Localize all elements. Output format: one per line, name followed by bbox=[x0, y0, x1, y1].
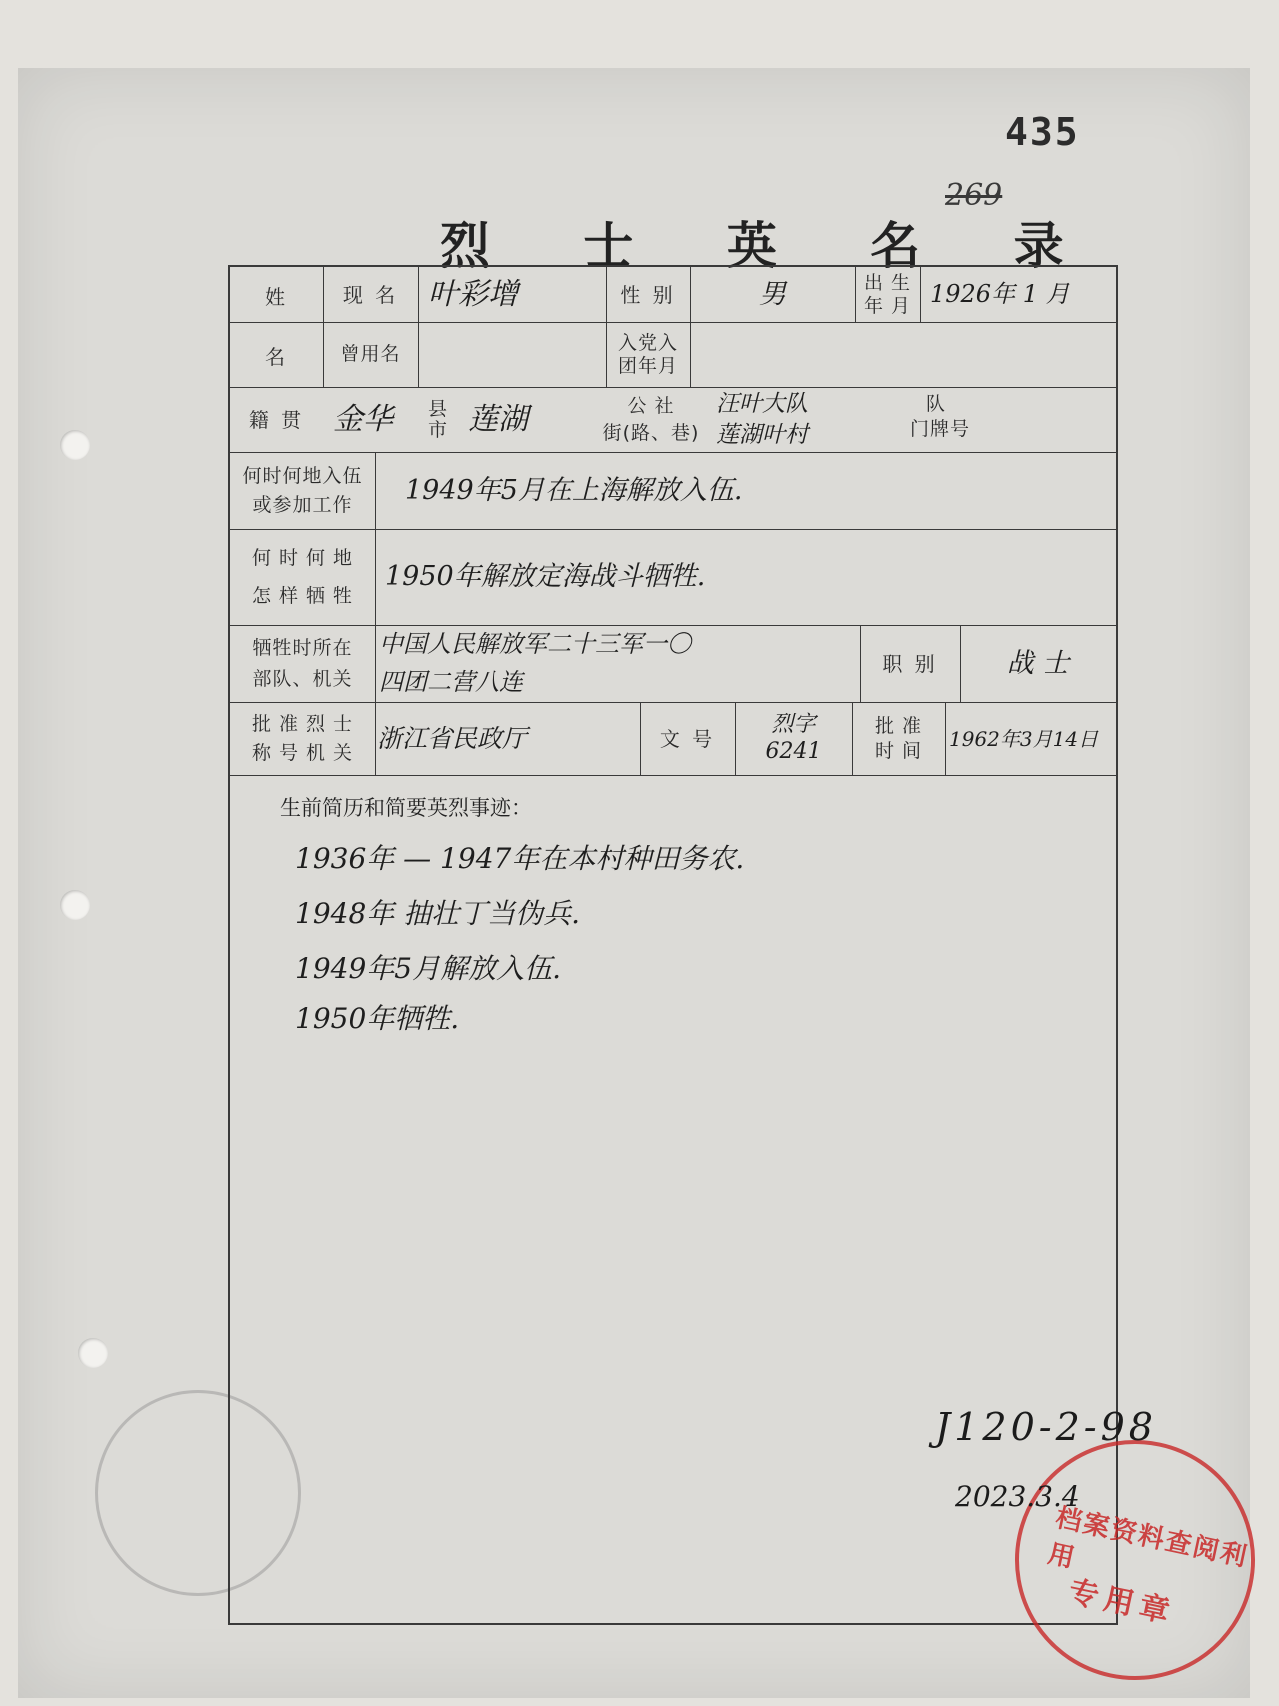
position-value: 战 士 bbox=[1006, 647, 1070, 679]
gender-value: 男 bbox=[759, 278, 786, 310]
brigade-value: 汪叶大队 bbox=[716, 391, 808, 418]
biography-line: 1949年5月解放入伍. bbox=[295, 952, 561, 985]
punch-hole bbox=[60, 890, 90, 920]
current-name-value: 叶彩增 bbox=[428, 276, 518, 312]
native-town-value: 莲湖 bbox=[468, 401, 528, 437]
sacrifice-label: 何 时 何 地 怎 样 牺 牲 bbox=[251, 547, 354, 607]
current-name-label: 现 名 bbox=[342, 282, 399, 307]
name-label-2: 名 bbox=[265, 345, 288, 369]
sacrifice-value: 1950年解放定海战斗牺牲. bbox=[385, 561, 706, 593]
name-label: 姓 bbox=[265, 285, 288, 309]
county-city-label: 县 市 bbox=[427, 397, 448, 441]
native-county-value: 金华 bbox=[333, 401, 393, 437]
punch-hole bbox=[78, 1338, 108, 1368]
punch-hole bbox=[60, 430, 90, 460]
form-title: 烈 士 英 名 录 bbox=[440, 216, 1102, 275]
village-value: 莲湖叶村 bbox=[716, 422, 808, 449]
stamp-text-bottom: 专用章 bbox=[1065, 1574, 1179, 1632]
archive-date: 2023.3.4 bbox=[955, 1480, 1080, 1513]
old-page-number: 269 bbox=[945, 178, 1003, 213]
birth-label: 出 生 年 月 bbox=[863, 271, 912, 317]
enlist-label: 何时何地入伍 或参加工作 bbox=[242, 465, 363, 516]
approve-org-value: 浙江省民政厅 bbox=[377, 723, 528, 753]
biography-line: 1950年牺牲. bbox=[295, 1002, 460, 1035]
approve-time-value: 1962年3月14日 bbox=[949, 726, 1099, 751]
unit-value-line1: 中国人民解放军二十三军一〇 bbox=[379, 629, 691, 658]
commune-label: 公 社 街(路、巷) bbox=[602, 394, 700, 444]
doc-no-label: 文 号 bbox=[659, 726, 716, 751]
biography-heading: 生前简历和简要英烈事迹： bbox=[280, 796, 532, 820]
birth-value: 1926年 1 月 bbox=[930, 280, 1070, 309]
archive-code: J120-2-98 bbox=[935, 1405, 1157, 1449]
approve-time-label: 批 准 时 间 bbox=[874, 714, 923, 762]
gender-label: 性 别 bbox=[620, 282, 676, 307]
house-number-label: 门牌号 bbox=[909, 418, 970, 441]
former-name-label: 曾用名 bbox=[340, 343, 401, 366]
unit-label: 牺牲时所在 部队、机关 bbox=[252, 637, 353, 690]
unit-value-line2: 四团二营八连 bbox=[379, 668, 523, 697]
party-join-label: 入党入 团年月 bbox=[617, 331, 678, 377]
biography-line: 1936年 — 1947年在本村种田务农. bbox=[295, 842, 745, 875]
enlist-value: 1949年5月在上海解放入伍. bbox=[405, 474, 743, 506]
brigade-label: 队 bbox=[925, 393, 946, 416]
stamp-text-top: 档案资料查阅利用 bbox=[1045, 1502, 1251, 1575]
position-label: 职 别 bbox=[882, 651, 938, 676]
approve-org-label: 批 准 烈 士 称 号 机 关 bbox=[251, 713, 354, 764]
page-number: 435 bbox=[1005, 110, 1080, 154]
native-place-label: 籍 贯 bbox=[248, 407, 305, 432]
biography-line: 1948年 抽壮丁当伪兵. bbox=[295, 897, 581, 930]
doc-no-value: 烈字 6241 bbox=[765, 712, 822, 764]
